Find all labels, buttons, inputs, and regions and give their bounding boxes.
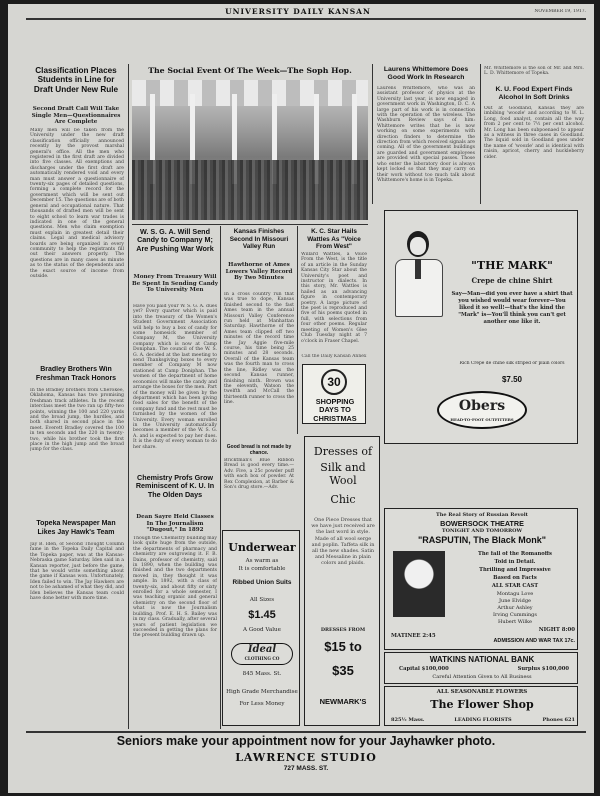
footer-line3: 727 MASS. ST. <box>283 765 329 772</box>
flowers-florists: LEADING FLORISTS <box>454 717 512 723</box>
col2-divider <box>220 226 221 729</box>
mark-body: Say—Man—did you ever have a shirt that you wished would wear forever—You liked it so well!—that's the kind the "Mark" is—You'll think you can't get another one like it. <box>451 291 573 325</box>
dresses-price-to: $35 <box>332 663 354 678</box>
shirt-man-illustration <box>391 227 447 319</box>
bowersock-top: The Real Story of Russian Revolt <box>436 512 528 518</box>
feature-title: The Social Event Of The Week—The Soph Hop. <box>148 66 352 75</box>
mark-title: "THE MARK" <box>471 259 553 272</box>
dresses-line1: Dresses of <box>313 445 373 458</box>
col1-headline: Classification Places Students in Line for Draft Under New Rule <box>33 66 119 94</box>
masthead-rule <box>26 18 586 20</box>
feature-photo <box>132 80 368 220</box>
flower-shop-ad <box>384 686 578 726</box>
obers-logo-tag: HEAD-TO-FOOT OUTFITTERS <box>450 417 514 422</box>
bank-capital: Capital $100,000 <box>399 666 449 672</box>
whittemore-note: Mr. Whittemore is the son of Mr. and Mrs. L. D. Whittemore of Topeka. <box>484 66 584 77</box>
underwear-line2: It is comfortable <box>238 566 286 572</box>
masthead-title: UNIVERSITY DAILY KANSAN <box>225 7 371 16</box>
col1-story3-body: Jay B. Iden, of Second Thought Column fame in the Topeka Daily Capital and the Topeka paper, was at the Kansas-Nebraska game Saturday. Iden said in a Kansan reporter, just before the game, that he would write something about the game if Kansas won. Unfortunately, Iden failed to win. The Jay Hawkers are not to be ashamed of what they did, and Iden believes the Kansas team could have done better with more time. <box>30 542 124 602</box>
tubs-subhead: Hawthorne of Ames Lowers Valley Record By Two Minutes <box>225 262 293 282</box>
christmas-countdown-badge <box>302 364 366 424</box>
footer-line1: Seniors make your appointment now for your Jayhawker photo. <box>116 734 496 748</box>
dresses-store: NEWMARK'S <box>319 697 367 706</box>
tubs-body: In a cross country run that was true to dope, Kansas finished second to the fast Ames team in the annual Missouri Valley Conference run held at Manhattan Saturday. Hawthorne of the Ames team clipped off two minutes of the record time the Jay Aggie five-mile course, his time being 25 minutes and 28 seconds. Overall of the Kansas team was the fourth man to cross the line, Ridley was the second Kansas runner, finishing ninth. Brown was the eleventh, Watson the twelfth and McCall the thirteenth runner to cross the line. <box>224 292 294 406</box>
bowersock-theatre: BOWERSOCK THEATRE <box>440 519 524 528</box>
chem-headline: Chemistry Profs Grow Reminiscent of K. U. In The Olden Days <box>135 474 215 499</box>
flowers-title: The Flower Shop <box>430 698 534 711</box>
col1-divider <box>128 64 129 729</box>
col-far-right-divider <box>480 64 481 204</box>
col1-story2-body: In the Bradley brothers from Cherokee, Oklahoma, Kansas has two promising freshman track athletes. In the recent interclass meet the two ran up fifty-two points, winning the 100 and 220 yards and the broad jump, the hurdles, and both shared in second place in the meet. Everett Bradley covered the 100 in ten seconds and the 220 in twenty-two, while his brother took the first place in the high jump and the broad jump for the class. <box>30 388 124 453</box>
col3-divider <box>297 226 298 434</box>
bowersock-line1: The fall of the Romanoffs <box>478 551 552 557</box>
chem-subhead: Dean Sayre Held Classes In The Journalism "Dugout," In 1892 <box>136 514 214 534</box>
col1-story3-headline: Topeka Newspaper Man Likes Jay Hawk's Team <box>36 520 116 536</box>
underwear-ad <box>222 530 300 726</box>
food-expert-body: Out at Goodland, Kansas they are imbibing 'woozle' and according to W. L. Long, food analyst, contain all the way from 2 per cent to 7½ per cent alcohol. Mr. Long has been subpoenaed to appear as a witness in three cases in Goodland. The liquid sold in Goodland goes under the name of 'woozle' and is identical with raisin, apricot, cherry and huckleberry cider. <box>484 106 584 160</box>
underwear-tag1: High Grade Merchandise <box>226 689 298 695</box>
mark-price: $7.50 <box>501 375 523 384</box>
footer-rule <box>26 731 586 733</box>
bowersock-tonight: TONIGHT AND TOMORROW <box>441 528 523 534</box>
dresses-body: One Piece Dresses that we have just received are the last word in style. Made of all wool serge and poplin. Taffeta silk in all the new shades. Satin and Messaline in plain colors and plaids. <box>311 517 375 567</box>
bowersock-cast5: Hubert Wilke <box>498 619 532 625</box>
mark-subtitle: Crepe de chine Shirt <box>471 277 553 285</box>
watkins-bank-ad <box>384 652 578 684</box>
annex-caption: Call the Daily Kansan Annex <box>301 354 367 359</box>
col1-subhead: Second Draft Call Will Take Single Men—Questionnaires Are Complete <box>31 106 121 126</box>
mark-note: Rich Crepe de chine silk striped or plain colors <box>459 361 565 366</box>
underwear-line4: All Sizes <box>249 597 275 603</box>
obers-logo <box>437 391 527 429</box>
bowersock-line5: ALL STAR CAST <box>491 583 539 589</box>
bowersock-night: NIGHT 8:00 <box>538 627 575 633</box>
bowersock-cast3: Arthur Ashley <box>497 605 533 611</box>
ideal-logo-text: Ideal <box>247 644 277 655</box>
flowers-address: 825½ Mass. <box>391 717 425 723</box>
col-right-divider <box>372 64 373 204</box>
chem-body: Though the Chemistry building may look quite huge from the outside, the departments of pharmacy and chemistry are outgrowing it. F. B. Dains, professor of chemistry, said in 1890, when the building was finished and the two departments moved in, they thought it was ample. In 1892, with a class of twenty-six, and about fifty or sixty enrolled for a whole semester, I was teaching organic and general chemistry on the second floor of what is now the Journalism building. Prof. E. H. S. Bailey was in my class. Gradually, after several years of patient legislation we succeeded in getting the plans for the present building drawn up. <box>133 536 217 639</box>
bowersock-matinee: MATINEE 2:45 <box>391 633 436 639</box>
wsga-subhead: Money From Treasury Will Be Spent In Sending Candy To University Men <box>132 274 218 294</box>
dresses-line2: Silk and Wool <box>320 461 366 487</box>
tubs-headline: Kansas Finishes Second In Missouri Valley Run <box>229 228 289 251</box>
underwear-address: 845 Mass. St. <box>242 671 282 677</box>
feature-rule <box>132 224 368 225</box>
countdown-text: SHOPPING DAYS TO CHRISTMAS <box>313 398 357 423</box>
bank-title: WATKINS NATIONAL BANK <box>429 655 535 664</box>
underwear-line3: Ribbed Union Suits <box>232 579 292 586</box>
wattles-headline: K. C. Star Hails Wattles As "Voice From West" <box>307 228 361 251</box>
obers-logo-text: Obers <box>458 398 506 414</box>
bowersock-cast4: Irving Cummings <box>493 612 537 618</box>
mark-shirt-ad <box>384 210 578 444</box>
underwear-value: A Good Value <box>243 627 281 633</box>
footer-line2: LAWRENCE STUDIO <box>235 751 377 764</box>
whittemore-body: Laurens Whittemore, who was an assistant professor of physics at the University last year, is now engaged in government work in Washington, D. C. A large part of his work is in connection with the operation of the wireless. The Washburn Review says of him: Whittemore writes that he is now working on some experiments with direction finders to determine the direction from which received signals are coming. All of the government buildings are guarded and government employees are provided with special passes. Those who enter the laboratory door is always kept locked so that they may carry on their work without too much talk about Whittemore's home is in Topeka. <box>377 86 475 183</box>
good-bread-headline: Good bread is not made by chance. <box>226 444 292 456</box>
bowersock-line2: Told in Detail. <box>494 559 536 565</box>
underwear-line1: As warm as <box>245 558 279 564</box>
countdown-number: 30 <box>321 369 347 395</box>
ideal-clothing-logo <box>231 643 293 665</box>
bowersock-cast1: Montagu Love <box>496 591 534 597</box>
underwear-tag2: For Less Money <box>239 701 285 707</box>
good-bread-body: Bricktman's Blue Ribbon Bread is good every time.—Adv. Five, a 25c powder puff with each box of powder. At Rex Complexion, at Barber & Son's drug store.—Adv. <box>224 458 294 491</box>
wsga-body: Have you paid your W. S. G. A. dues yet? Every quarter which is paid into the treasury of the Women's Student Government Association will help to buy a box of candy for some homesick member of Company M, the University company which is now at Camp Doniphan. The council of the W. S. G. A. decided at the last meeting to send Thanksgiving boxes to every member of Company M now stationed at Camp Doniphan. The women of the department of home economics will make the candy and arrange the boxes for the men. Part of the money will be given by the department which has been giving food sales for the benefit of the company fund and the rest must be furnished by the women of the University. Every woman enrolled in the University automatically becomes a member of the W. S. G. A. and is expected to pay her dues. It is the duty of every woman to do her share. <box>133 304 217 450</box>
underwear-title: Underwear <box>228 541 296 554</box>
flowers-phone: Phones 621 <box>542 717 575 723</box>
monk-portrait <box>393 551 445 617</box>
underwear-price: $1.45 <box>248 609 276 621</box>
bank-surplus: Surplus $100,000 <box>517 666 569 672</box>
bowersock-line3: Thrilling and Impressive <box>479 567 551 573</box>
bowersock-theatre-ad <box>384 508 578 650</box>
flowers-top: ALL SEASONABLE FLOWERS <box>436 689 528 695</box>
dresses-price-from: $15 to <box>324 639 362 654</box>
bowersock-admission: ADMISSION AND WAR TAX 17c. <box>493 638 575 644</box>
ideal-logo-tag: CLOTHING CO <box>244 656 280 661</box>
bowersock-cast2: June Elvidge <box>498 598 532 604</box>
newspaper-page <box>8 4 594 793</box>
bank-tagline: Careful Attention Given to All Business <box>432 674 532 680</box>
masthead-date: NOVEMBER 19, 1917. <box>534 9 586 14</box>
bowersock-film: "RASPUTIN, The Black Monk" <box>417 535 547 545</box>
dresses-line3: Chic <box>330 493 356 506</box>
col1-body: Many men will be taken from the University under the new draft classification officially announced recently by the provost marshal general's office. All the men who registered in the first draft are divided into five classes. All exemptions and discharges under the first draft are automatically rendered void and every man must answer a questionnaire of twenty-six pages of detailed questions, forming a complete record for the government which will be sent out December 15. The questions are of both general and occupational nature. That thousands of drafted men will be sent to eight school to learn war trades is indicated in one of the general questions. Men who claim exemption must explain in greatest detail their claims. Legal and medical advisory boards are being organized in every community to help the registrants fill out their answers properly. The questions are in many cases as minute as to the status of the dependents and the exact source of income from outside. <box>30 128 124 279</box>
whittemore-headline: Laurens Whittemore Does Good Work In Research <box>383 66 469 81</box>
dresses-price-label: DRESSES FROM <box>320 627 366 633</box>
bowersock-line4: Based on Facts <box>493 575 537 581</box>
col1-story2-headline: Bradley Brothers Win Freshman Track Honors <box>35 366 117 382</box>
food-expert-headline: K. U. Food Expert Finds Alcohol In Soft Drinks <box>495 86 573 101</box>
wattles-body: Willard Wattles, a Voice From the West, is the title of an article in the Sunday Kansas City Star about the University's poet and instructor in dialects. In this story, Mr. Wattles is hailed as an advancing figure in contemporary poetry. A large picture of the poet is reproduced and five of his poems quoted in full, with selections from four other poems. Regular meeting of Women's Glee Club Tuesday night at 7 o'clock in Fraser Chapel. <box>301 252 367 344</box>
dresses-ad <box>304 436 380 726</box>
wsga-headline: W. S. G. A. Will Send Candy to Company M; Are Pushing War Work <box>136 228 214 253</box>
